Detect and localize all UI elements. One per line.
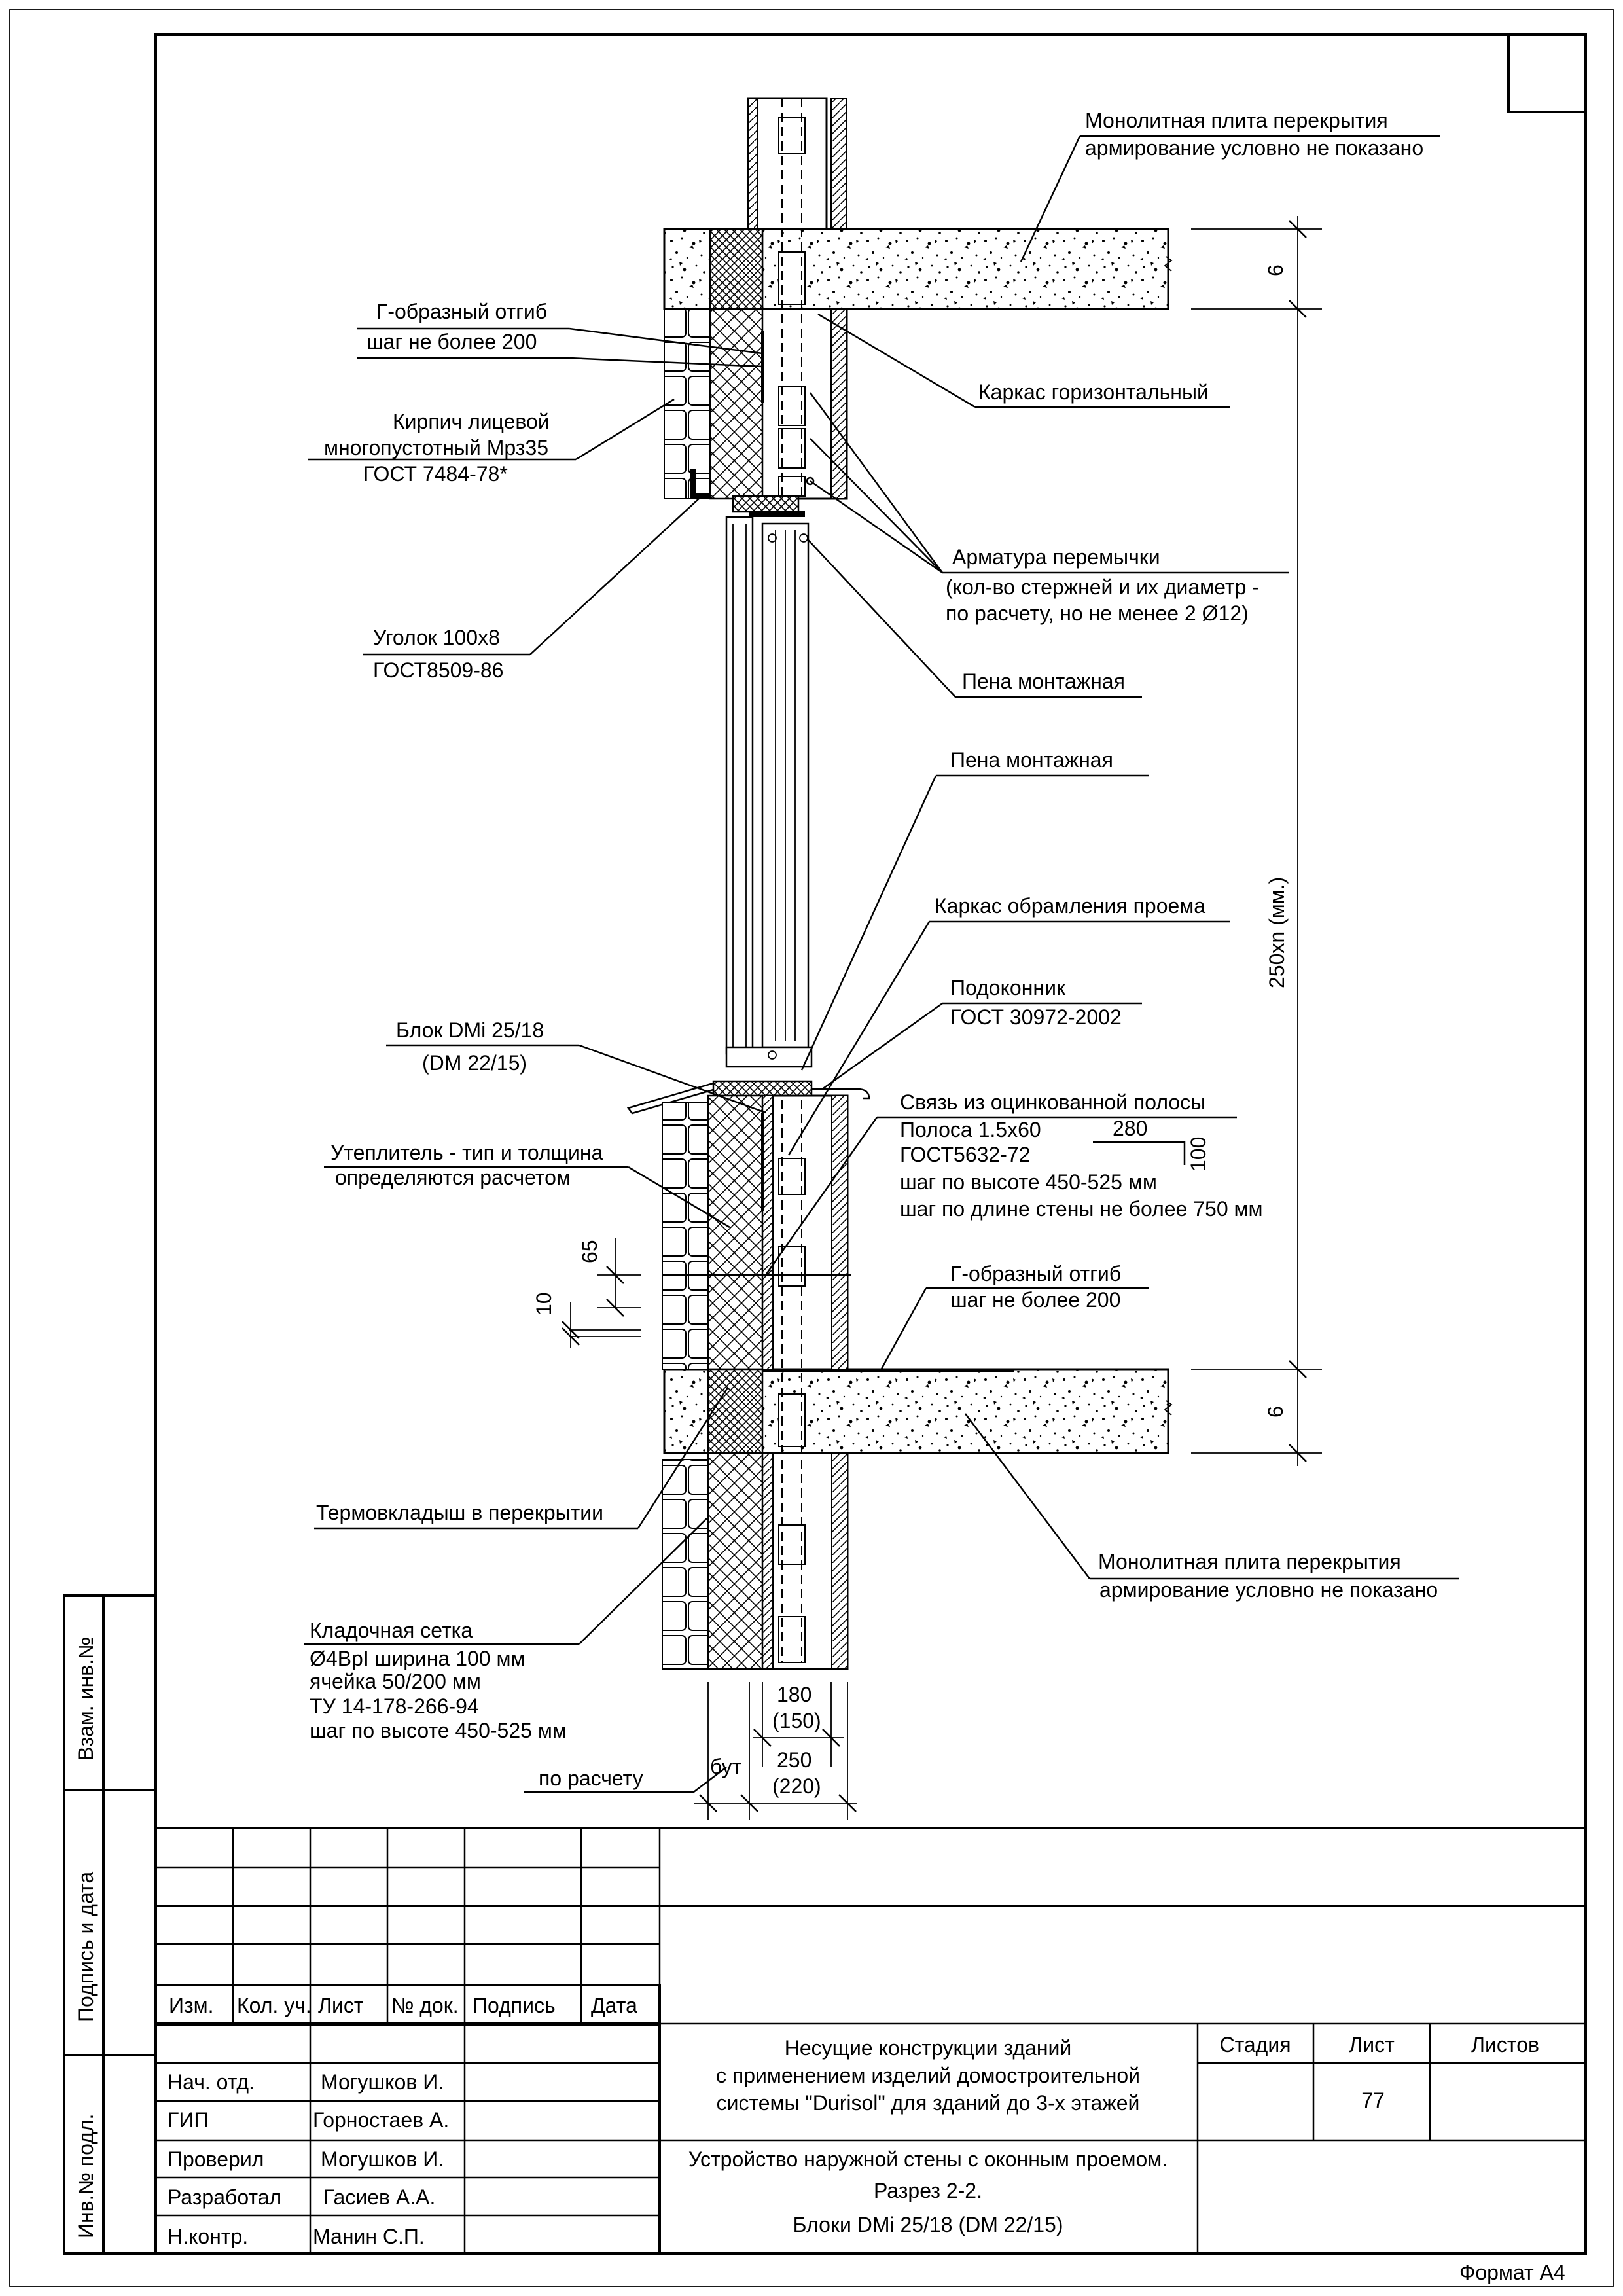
tb-name-1: Горностаев А.	[313, 2108, 450, 2132]
tb-name-0: Могушков И.	[321, 2070, 444, 2094]
label-brick-3: ГОСТ 7484-78*	[363, 462, 508, 486]
label-slab-bot-1: Монолитная плита перекрытия	[1098, 1550, 1401, 1573]
label-tie-2: Полоса 1.5х60	[900, 1118, 1041, 1141]
tb-role-0: Нач. отд.	[168, 2070, 255, 2094]
tb-sheet-label: Лист	[1349, 2033, 1395, 2056]
facing-brick-lower	[662, 1102, 708, 1369]
label-mesh-4: ТУ 14-178-266-94	[310, 1695, 479, 1718]
dim-180: 180	[777, 1683, 812, 1706]
tb-stage-label: Стадия	[1219, 2033, 1291, 2056]
facing-brick-upper	[664, 309, 710, 499]
tb-role-3: Разработал	[168, 2185, 282, 2209]
tb-project-1: Несущие конструкции зданий	[784, 2036, 1072, 2060]
label-sill-1: Подоконник	[950, 976, 1065, 999]
dim-but: бут	[710, 1755, 742, 1778]
dim-slab-top: 6	[1264, 264, 1287, 276]
tb-sheet-value: 77	[1361, 2089, 1385, 2112]
label-frame-horizontal: Каркас горизонтальный	[978, 380, 1209, 404]
tb-name-3: Гасиев А.А.	[323, 2185, 436, 2209]
label-mesh-3: ячейка 50/200 мм	[310, 1670, 481, 1693]
tb-desc-1: Устройство наружной стены с оконным проемом.	[688, 2147, 1168, 2171]
tb-desc-3: Блоки DMi 25/18 (DM 22/15)	[793, 2213, 1063, 2236]
tb-header-date: Дата	[591, 1994, 637, 2017]
tb-name-4: Манин С.П.	[313, 2225, 425, 2248]
label-brick-1: Кирпич лицевой	[393, 410, 550, 433]
label-mesh-1: Кладочная сетка	[310, 1619, 473, 1642]
label-thermal-insert: Термовкладыш в перекрытии	[316, 1501, 604, 1524]
dim-height: 250хn (мм.)	[1265, 876, 1289, 988]
stamp-podpis: Подпись и дата	[74, 1871, 98, 2022]
tb-header-doc: № док.	[391, 1994, 459, 2017]
label-tie-3: ГОСТ5632-72	[900, 1143, 1031, 1166]
label-mesh-5: шаг по высоте 450-525 мм	[310, 1719, 567, 1742]
dim-slab-bot: 6	[1264, 1406, 1287, 1418]
dim-10: 10	[532, 1292, 556, 1316]
wall-section	[628, 98, 1171, 1669]
tb-project-2: с применением изделий домостроительной	[715, 2064, 1141, 2087]
tb-header-izm: Изм.	[169, 1994, 214, 2017]
tb-desc-2: Разрез 2-2.	[874, 2179, 982, 2202]
label-tie-5: шаг по длине стены не более 750 мм	[900, 1197, 1263, 1221]
label-tie-100: 100	[1186, 1136, 1210, 1172]
title-block	[156, 1828, 1586, 2253]
dim-65: 65	[578, 1240, 601, 1263]
insulation-lower	[708, 1096, 762, 1369]
window-frame	[726, 517, 812, 1067]
label-rebar-3: по расчету, но не менее 2 Ø12)	[946, 601, 1249, 625]
stamp-vzam: Взам. инв.№	[74, 1636, 98, 1761]
stamp-inv: Инв.№ подл.	[74, 2113, 98, 2238]
label-sill-2: ГОСТ 30972-2002	[950, 1005, 1122, 1029]
label-bend-top-1: Г-образный отгиб	[376, 300, 548, 323]
tb-name-2: Могушков И.	[321, 2147, 444, 2171]
label-tie-1: Связь из оцинкованной полосы	[900, 1090, 1206, 1114]
label-rebar-1: Арматура перемычки	[952, 545, 1160, 569]
dim-150: (150)	[772, 1709, 821, 1732]
tb-header-list: Лист	[318, 1994, 364, 2017]
label-bend-bot-2: шаг не более 200	[950, 1288, 1121, 1312]
label-mesh-2: Ø4BpI ширина 100 мм	[310, 1647, 526, 1670]
label-angle-2: ГОСТ8509-86	[373, 658, 504, 682]
format-label: Формат А4	[1459, 2261, 1565, 2284]
sill-board	[713, 1081, 812, 1096]
label-rebar-2: (кол-во стержней и их диаметр -	[946, 575, 1259, 599]
label-foam-1: Пена монтажная	[962, 670, 1125, 693]
dim-250: 250	[777, 1748, 812, 1772]
tb-project-3: системы "Durisol" для зданий до 3-х этажей	[716, 2091, 1140, 2115]
tb-sheets-label: Листов	[1471, 2033, 1539, 2056]
label-tie-4: шаг по высоте 450-525 мм	[900, 1170, 1157, 1194]
label-frame-opening: Каркас обрамления проема	[935, 894, 1206, 918]
label-bend-top-2: шаг не более 200	[366, 330, 537, 353]
label-foam-2: Пена монтажная	[950, 748, 1113, 772]
label-slab-top-1: Монолитная плита перекрытия	[1085, 109, 1388, 132]
label-by-calc: по расчету	[539, 1767, 643, 1790]
label-slab-top-2: армирование условно не показано	[1085, 136, 1424, 160]
label-block-1: Блок DMi 25/18	[396, 1018, 544, 1042]
tb-header-sign: Подпись	[473, 1994, 556, 2017]
tb-role-4: Н.контр.	[168, 2225, 249, 2248]
label-insul-1: Утеплитель - тип и толщина	[330, 1141, 603, 1164]
label-block-2: (DM 22/15)	[422, 1051, 527, 1075]
dim-220: (220)	[772, 1774, 821, 1798]
label-tie-280: 280	[1113, 1117, 1148, 1140]
tb-role-2: Проверил	[168, 2147, 264, 2171]
tb-role-1: ГИП	[168, 2108, 209, 2132]
label-brick-2: многопустотный Мрз35	[324, 436, 549, 459]
tb-header-kol: Кол. уч.	[237, 1994, 312, 2017]
label-slab-bot-2: армирование условно не показано	[1099, 1578, 1438, 1602]
label-insul-2: определяются расчетом	[335, 1166, 571, 1189]
side-stamps	[64, 1596, 156, 2253]
label-angle-1: Уголок 100х8	[373, 626, 500, 649]
label-bend-bot-1: Г-образный отгиб	[950, 1262, 1122, 1285]
